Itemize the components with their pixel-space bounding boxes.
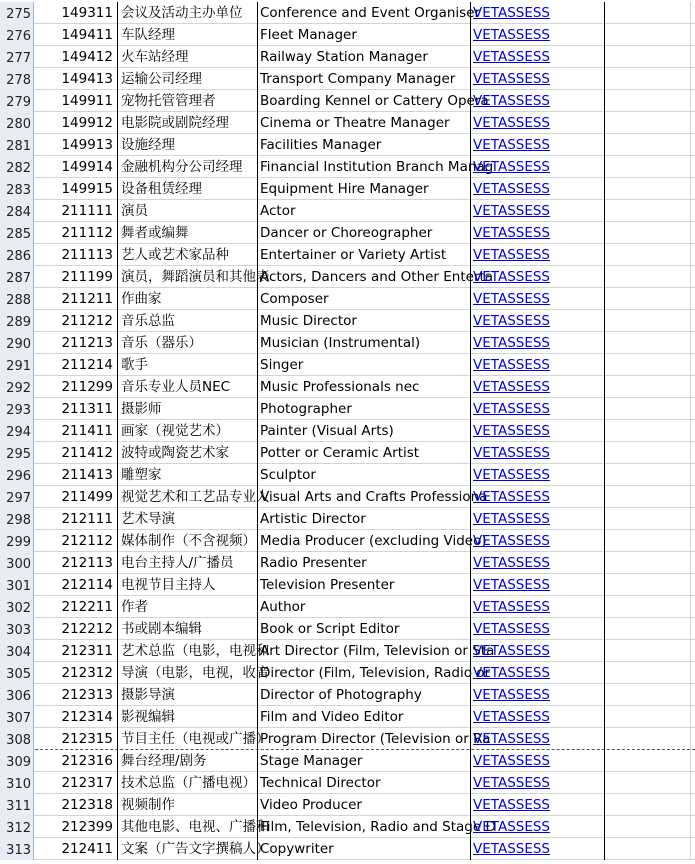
empty-cell[interactable]	[605, 68, 691, 90]
table-row	[0, 596, 695, 618]
assessing-authority-link[interactable]: VETASSESS	[471, 112, 605, 134]
chinese-title-cell[interactable]: 影视编辑	[118, 706, 258, 728]
empty-cell[interactable]	[605, 662, 691, 684]
table-row	[0, 200, 695, 222]
assessing-authority-link[interactable]: VETASSESS	[471, 442, 605, 464]
occupation-code-cell[interactable]: 211412	[34, 442, 118, 464]
occupation-code-cell[interactable]: 212318	[34, 794, 118, 816]
occupation-code-cell[interactable]: 212211	[34, 596, 118, 618]
assessing-authority-link[interactable]: VETASSESS	[471, 310, 605, 332]
row-number-header[interactable]: 303	[0, 618, 34, 640]
table-row	[0, 552, 695, 574]
assessing-authority-link[interactable]: VETASSESS	[471, 794, 605, 816]
chinese-title-cell[interactable]: 宠物托管管理者	[118, 90, 258, 112]
row-number-header[interactable]: 308	[0, 728, 34, 750]
row-number-header[interactable]: 285	[0, 222, 34, 244]
empty-cell[interactable]	[605, 772, 691, 794]
table-row	[0, 310, 695, 332]
occupation-code-cell[interactable]: 149912	[34, 112, 118, 134]
occupation-code-cell[interactable]: 212314	[34, 706, 118, 728]
english-title-cell[interactable]: Radio Presenter	[258, 552, 471, 574]
empty-cell[interactable]	[605, 24, 691, 46]
chinese-title-cell[interactable]: 摄影师	[118, 398, 258, 420]
english-title-cell[interactable]: Director of Photography	[258, 684, 471, 706]
english-title-cell[interactable]: Author	[258, 596, 471, 618]
table-row	[0, 398, 695, 420]
row-number-header[interactable]: 276	[0, 24, 34, 46]
empty-cell[interactable]	[605, 178, 691, 200]
assessing-authority-link[interactable]: VETASSESS	[471, 200, 605, 222]
assessing-authority-link[interactable]: VETASSESS	[471, 178, 605, 200]
occupation-code-cell[interactable]: 212317	[34, 772, 118, 794]
occupation-code-cell[interactable]: 212112	[34, 530, 118, 552]
table-row	[0, 24, 695, 46]
occupation-code-cell[interactable]: 149913	[34, 134, 118, 156]
empty-cell[interactable]	[605, 464, 691, 486]
chinese-title-cell[interactable]: 音乐总监	[118, 310, 258, 332]
assessing-authority-link[interactable]: VETASSESS	[471, 816, 605, 838]
row-number-header[interactable]: 304	[0, 640, 34, 662]
table-row	[0, 838, 695, 860]
empty-cell[interactable]	[605, 684, 691, 706]
row-number-header[interactable]: 299	[0, 530, 34, 552]
assessing-authority-link[interactable]: VETASSESS	[471, 838, 605, 860]
chinese-title-cell[interactable]: 演员，舞蹈演员和其他表	[118, 266, 258, 288]
occupation-code-cell[interactable]: 149311	[34, 2, 118, 24]
english-title-cell[interactable]: Artistic Director	[258, 508, 471, 530]
assessing-authority-link[interactable]: VETASSESS	[471, 662, 605, 684]
chinese-title-cell[interactable]: 艺术导演	[118, 508, 258, 530]
occupation-code-cell[interactable]: 211199	[34, 266, 118, 288]
empty-cell[interactable]	[605, 530, 691, 552]
english-title-cell[interactable]: Book or Script Editor	[258, 618, 471, 640]
row-number-header[interactable]: 305	[0, 662, 34, 684]
english-title-cell[interactable]: Dancer or Choreographer	[258, 222, 471, 244]
row-number-header[interactable]: 287	[0, 266, 34, 288]
row-number-header[interactable]: 311	[0, 794, 34, 816]
row-number-header[interactable]: 313	[0, 838, 34, 860]
occupation-code-cell[interactable]: 211311	[34, 398, 118, 420]
occupation-code-cell[interactable]: 212399	[34, 816, 118, 838]
table-row	[0, 288, 695, 310]
table-row	[0, 794, 695, 816]
occupation-code-cell[interactable]: 149412	[34, 46, 118, 68]
chinese-title-cell[interactable]: 导演（电影，电视，收音	[118, 662, 258, 684]
occupation-code-cell[interactable]: 212114	[34, 574, 118, 596]
occupation-code-cell[interactable]: 212212	[34, 618, 118, 640]
row-number-header[interactable]: 280	[0, 112, 34, 134]
assessing-authority-link[interactable]: VETASSESS	[471, 552, 605, 574]
chinese-title-cell[interactable]: 画家（视觉艺术）	[118, 420, 258, 442]
chinese-title-cell[interactable]: 艺术总监（电影，电视和	[118, 640, 258, 662]
chinese-title-cell[interactable]: 书或剧本编辑	[118, 618, 258, 640]
english-title-cell[interactable]: Fleet Manager	[258, 24, 471, 46]
table-row	[0, 728, 695, 750]
chinese-title-cell[interactable]: 媒体制作（不含视频）	[118, 530, 258, 552]
english-title-cell[interactable]: Stage Manager	[258, 750, 471, 772]
assessing-authority-link[interactable]: VETASSESS	[471, 486, 605, 508]
assessing-authority-link[interactable]: VETASSESS	[471, 464, 605, 486]
chinese-title-cell[interactable]: 电影院或剧院经理	[118, 112, 258, 134]
chinese-title-cell[interactable]: 舞者或编舞	[118, 222, 258, 244]
occupation-code-cell[interactable]: 149911	[34, 90, 118, 112]
english-title-cell[interactable]: Financial Institution Branch Manag	[258, 156, 471, 178]
english-title-cell[interactable]: Facilities Manager	[258, 134, 471, 156]
english-title-cell[interactable]: Musician (Instrumental)	[258, 332, 471, 354]
chinese-title-cell[interactable]: 其他电影、电视、广播和	[118, 816, 258, 838]
assessing-authority-link[interactable]: VETASSESS	[471, 46, 605, 68]
empty-cell[interactable]	[605, 618, 691, 640]
chinese-title-cell[interactable]: 音乐专业人员NEC	[118, 376, 258, 398]
occupation-code-cell[interactable]: 211212	[34, 310, 118, 332]
english-title-cell[interactable]: Music Professionals nec	[258, 376, 471, 398]
row-number-header[interactable]: 306	[0, 684, 34, 706]
table-row	[0, 332, 695, 354]
english-title-cell[interactable]: Sculptor	[258, 464, 471, 486]
occupation-code-cell[interactable]: 211214	[34, 354, 118, 376]
table-row	[0, 134, 695, 156]
occupation-code-cell[interactable]: 211411	[34, 420, 118, 442]
assessing-authority-link[interactable]: VETASSESS	[471, 354, 605, 376]
occupation-code-cell[interactable]: 211413	[34, 464, 118, 486]
empty-cell[interactable]	[605, 200, 691, 222]
english-title-cell[interactable]: Railway Station Manager	[258, 46, 471, 68]
table-row	[0, 376, 695, 398]
row-number-header[interactable]: 291	[0, 354, 34, 376]
empty-cell[interactable]	[605, 816, 691, 838]
table-row	[0, 574, 695, 596]
table-row	[0, 530, 695, 552]
english-title-cell[interactable]: Technical Director	[258, 772, 471, 794]
assessing-authority-link[interactable]: VETASSESS	[471, 640, 605, 662]
assessing-authority-link[interactable]: VETASSESS	[471, 222, 605, 244]
row-number-header[interactable]: 281	[0, 134, 34, 156]
occupation-code-cell[interactable]: 211111	[34, 200, 118, 222]
assessing-authority-link[interactable]: VETASSESS	[471, 376, 605, 398]
english-title-cell[interactable]: Director (Film, Television, Radio or	[258, 662, 471, 684]
occupation-code-cell[interactable]: 212315	[34, 728, 118, 750]
empty-cell[interactable]	[605, 310, 691, 332]
chinese-title-cell[interactable]: 文案（广告文字撰稿人）	[118, 838, 258, 860]
occupation-code-cell[interactable]: 149915	[34, 178, 118, 200]
empty-cell[interactable]	[605, 398, 691, 420]
row-number-header[interactable]: 286	[0, 244, 34, 266]
occupation-code-cell[interactable]: 212113	[34, 552, 118, 574]
row-number-header[interactable]: 297	[0, 486, 34, 508]
row-number-header[interactable]: 284	[0, 200, 34, 222]
occupation-code-cell[interactable]: 149411	[34, 24, 118, 46]
table-row	[0, 46, 695, 68]
assessing-authority-link[interactable]: VETASSESS	[471, 332, 605, 354]
assessing-authority-link[interactable]: VETASSESS	[471, 728, 605, 750]
empty-cell[interactable]	[605, 508, 691, 530]
english-title-cell[interactable]: Boarding Kennel or Cattery Opera	[258, 90, 471, 112]
english-title-cell[interactable]: Video Producer	[258, 794, 471, 816]
chinese-title-cell[interactable]: 作曲家	[118, 288, 258, 310]
occupation-code-cell[interactable]: 212111	[34, 508, 118, 530]
assessing-authority-link[interactable]: VETASSESS	[471, 420, 605, 442]
empty-cell[interactable]	[605, 90, 691, 112]
chinese-title-cell[interactable]: 演员	[118, 200, 258, 222]
english-title-cell[interactable]: Film, Television, Radio and Stage D	[258, 816, 471, 838]
empty-cell[interactable]	[605, 222, 691, 244]
empty-cell[interactable]	[605, 794, 691, 816]
empty-cell[interactable]	[605, 156, 691, 178]
table-row	[0, 618, 695, 640]
table-row	[0, 750, 695, 772]
occupation-code-cell[interactable]: 211499	[34, 486, 118, 508]
english-title-cell[interactable]: Cinema or Theatre Manager	[258, 112, 471, 134]
assessing-authority-link[interactable]: VETASSESS	[471, 750, 605, 772]
table-row	[0, 90, 695, 112]
english-title-cell[interactable]: Actors, Dancers and Other Enterta	[258, 266, 471, 288]
chinese-title-cell[interactable]: 技术总监（广播电视）	[118, 772, 258, 794]
english-title-cell[interactable]: Conference and Event Organiser	[258, 2, 471, 24]
table-row	[0, 266, 695, 288]
empty-cell[interactable]	[605, 112, 691, 134]
table-row	[0, 2, 695, 24]
english-title-cell[interactable]: Art Director (Film, Television or Sta	[258, 640, 471, 662]
english-title-cell[interactable]: Program Director (Television or Ra	[258, 728, 471, 750]
row-number-header[interactable]: 289	[0, 310, 34, 332]
row-number-header[interactable]: 298	[0, 508, 34, 530]
assessing-authority-link[interactable]: VETASSESS	[471, 2, 605, 24]
english-title-cell[interactable]: Potter or Ceramic Artist	[258, 442, 471, 464]
row-number-header[interactable]: 312	[0, 816, 34, 838]
empty-cell[interactable]	[605, 750, 691, 772]
english-title-cell[interactable]: Entertainer or Variety Artist	[258, 244, 471, 266]
assessing-authority-link[interactable]: VETASSESS	[471, 24, 605, 46]
table-row	[0, 640, 695, 662]
chinese-title-cell[interactable]: 雕塑家	[118, 464, 258, 486]
empty-cell[interactable]	[605, 596, 691, 618]
empty-cell[interactable]	[605, 728, 691, 750]
table-row	[0, 508, 695, 530]
chinese-title-cell[interactable]: 音乐（器乐）	[118, 332, 258, 354]
occupation-code-cell[interactable]: 149413	[34, 68, 118, 90]
chinese-title-cell[interactable]: 电台主持人/广播员	[118, 552, 258, 574]
empty-cell[interactable]	[605, 244, 691, 266]
empty-cell[interactable]	[605, 420, 691, 442]
occupation-code-cell[interactable]: 211299	[34, 376, 118, 398]
empty-cell[interactable]	[605, 442, 691, 464]
english-title-cell[interactable]: Visual Arts and Crafts Professiona	[258, 486, 471, 508]
english-title-cell[interactable]: Actor	[258, 200, 471, 222]
table-row	[0, 684, 695, 706]
english-title-cell[interactable]: Television Presenter	[258, 574, 471, 596]
row-number-header[interactable]: 310	[0, 772, 34, 794]
chinese-title-cell[interactable]: 火车站经理	[118, 46, 258, 68]
row-number-header[interactable]: 283	[0, 178, 34, 200]
chinese-title-cell[interactable]: 金融机构分公司经理	[118, 156, 258, 178]
empty-cell[interactable]	[605, 288, 691, 310]
table-row	[0, 816, 695, 838]
row-number-header[interactable]: 282	[0, 156, 34, 178]
row-number-header[interactable]: 279	[0, 90, 34, 112]
assessing-authority-link[interactable]: VETASSESS	[471, 244, 605, 266]
english-title-cell[interactable]: Film and Video Editor	[258, 706, 471, 728]
assessing-authority-link[interactable]: VETASSESS	[471, 706, 605, 728]
occupation-code-cell[interactable]: 211113	[34, 244, 118, 266]
table-row	[0, 442, 695, 464]
assessing-authority-link[interactable]: VETASSESS	[471, 508, 605, 530]
empty-cell[interactable]	[605, 640, 691, 662]
chinese-title-cell[interactable]: 波特或陶瓷艺术家	[118, 442, 258, 464]
table-row	[0, 662, 695, 684]
occupation-code-cell[interactable]: 149914	[34, 156, 118, 178]
empty-cell[interactable]	[605, 354, 691, 376]
english-title-cell[interactable]: Transport Company Manager	[258, 68, 471, 90]
assessing-authority-link[interactable]: VETASSESS	[471, 68, 605, 90]
table-row	[0, 464, 695, 486]
row-number-header[interactable]: 292	[0, 376, 34, 398]
empty-cell[interactable]	[605, 838, 691, 860]
english-title-cell[interactable]: Composer	[258, 288, 471, 310]
assessing-authority-link[interactable]: VETASSESS	[471, 772, 605, 794]
row-number-header[interactable]: 290	[0, 332, 34, 354]
row-number-header[interactable]: 288	[0, 288, 34, 310]
row-number-header[interactable]: 275	[0, 2, 34, 24]
chinese-title-cell[interactable]: 歌手	[118, 354, 258, 376]
chinese-title-cell[interactable]: 设施经理	[118, 134, 258, 156]
table-row	[0, 68, 695, 90]
assessing-authority-link[interactable]: VETASSESS	[471, 156, 605, 178]
chinese-title-cell[interactable]: 摄影导演	[118, 684, 258, 706]
chinese-title-cell[interactable]: 电视节目主持人	[118, 574, 258, 596]
table-row	[0, 772, 695, 794]
row-number-header[interactable]: 301	[0, 574, 34, 596]
occupation-code-cell[interactable]: 211213	[34, 332, 118, 354]
chinese-title-cell[interactable]: 舞台经理/剧务	[118, 750, 258, 772]
row-number-header[interactable]: 293	[0, 398, 34, 420]
table-row	[0, 486, 695, 508]
row-number-header[interactable]: 294	[0, 420, 34, 442]
english-title-cell[interactable]: Singer	[258, 354, 471, 376]
chinese-title-cell[interactable]: 视频制作	[118, 794, 258, 816]
chinese-title-cell[interactable]: 设备租赁经理	[118, 178, 258, 200]
row-number-header[interactable]: 296	[0, 464, 34, 486]
chinese-title-cell[interactable]: 会议及活动主办单位	[118, 2, 258, 24]
empty-cell[interactable]	[605, 134, 691, 156]
english-title-cell[interactable]: Painter (Visual Arts)	[258, 420, 471, 442]
assessing-authority-link[interactable]: VETASSESS	[471, 398, 605, 420]
english-title-cell[interactable]: Equipment Hire Manager	[258, 178, 471, 200]
assessing-authority-link[interactable]: VETASSESS	[471, 530, 605, 552]
occupation-code-cell[interactable]: 212411	[34, 838, 118, 860]
row-number-header[interactable]: 307	[0, 706, 34, 728]
chinese-title-cell[interactable]: 车队经理	[118, 24, 258, 46]
occupation-code-cell[interactable]: 211211	[34, 288, 118, 310]
english-title-cell[interactable]: Photographer	[258, 398, 471, 420]
table-row	[0, 706, 695, 728]
table-row	[0, 420, 695, 442]
assessing-authority-link[interactable]: VETASSESS	[471, 90, 605, 112]
table-row	[0, 244, 695, 266]
empty-cell[interactable]	[605, 574, 691, 596]
table-row	[0, 156, 695, 178]
english-title-cell[interactable]: Media Producer (excluding Video)	[258, 530, 471, 552]
assessing-authority-link[interactable]: VETASSESS	[471, 596, 605, 618]
table-row	[0, 354, 695, 376]
row-number-header[interactable]: 302	[0, 596, 34, 618]
empty-cell[interactable]	[605, 552, 691, 574]
empty-cell[interactable]	[605, 376, 691, 398]
row-number-header[interactable]: 278	[0, 68, 34, 90]
assessing-authority-link[interactable]: VETASSESS	[471, 288, 605, 310]
assessing-authority-link[interactable]: VETASSESS	[471, 618, 605, 640]
row-number-header[interactable]: 295	[0, 442, 34, 464]
chinese-title-cell[interactable]: 节目主任（电视或广播）	[118, 728, 258, 750]
assessing-authority-link[interactable]: VETASSESS	[471, 684, 605, 706]
empty-cell[interactable]	[605, 486, 691, 508]
table-row	[0, 112, 695, 134]
english-title-cell[interactable]: Music Director	[258, 310, 471, 332]
empty-cell[interactable]	[605, 2, 691, 24]
table-row	[0, 178, 695, 200]
assessing-authority-link[interactable]: VETASSESS	[471, 266, 605, 288]
chinese-title-cell[interactable]: 艺人或艺术家品种	[118, 244, 258, 266]
empty-cell[interactable]	[605, 332, 691, 354]
empty-cell[interactable]	[605, 266, 691, 288]
occupation-code-cell[interactable]: 212313	[34, 684, 118, 706]
row-number-header[interactable]: 277	[0, 46, 34, 68]
row-number-header[interactable]: 309	[0, 750, 34, 772]
occupation-code-cell[interactable]: 211112	[34, 222, 118, 244]
assessing-authority-link[interactable]: VETASSESS	[471, 574, 605, 596]
occupation-code-cell[interactable]: 212316	[34, 750, 118, 772]
occupation-code-cell[interactable]: 212311	[34, 640, 118, 662]
occupation-code-cell[interactable]: 212312	[34, 662, 118, 684]
english-title-cell[interactable]: Copywriter	[258, 838, 471, 860]
row-number-header[interactable]: 300	[0, 552, 34, 574]
empty-cell[interactable]	[605, 46, 691, 68]
chinese-title-cell[interactable]: 视觉艺术和工艺品专业人	[118, 486, 258, 508]
chinese-title-cell[interactable]: 运输公司经理	[118, 68, 258, 90]
chinese-title-cell[interactable]: 作者	[118, 596, 258, 618]
table-row	[0, 222, 695, 244]
empty-cell[interactable]	[605, 706, 691, 728]
assessing-authority-link[interactable]: VETASSESS	[471, 134, 605, 156]
